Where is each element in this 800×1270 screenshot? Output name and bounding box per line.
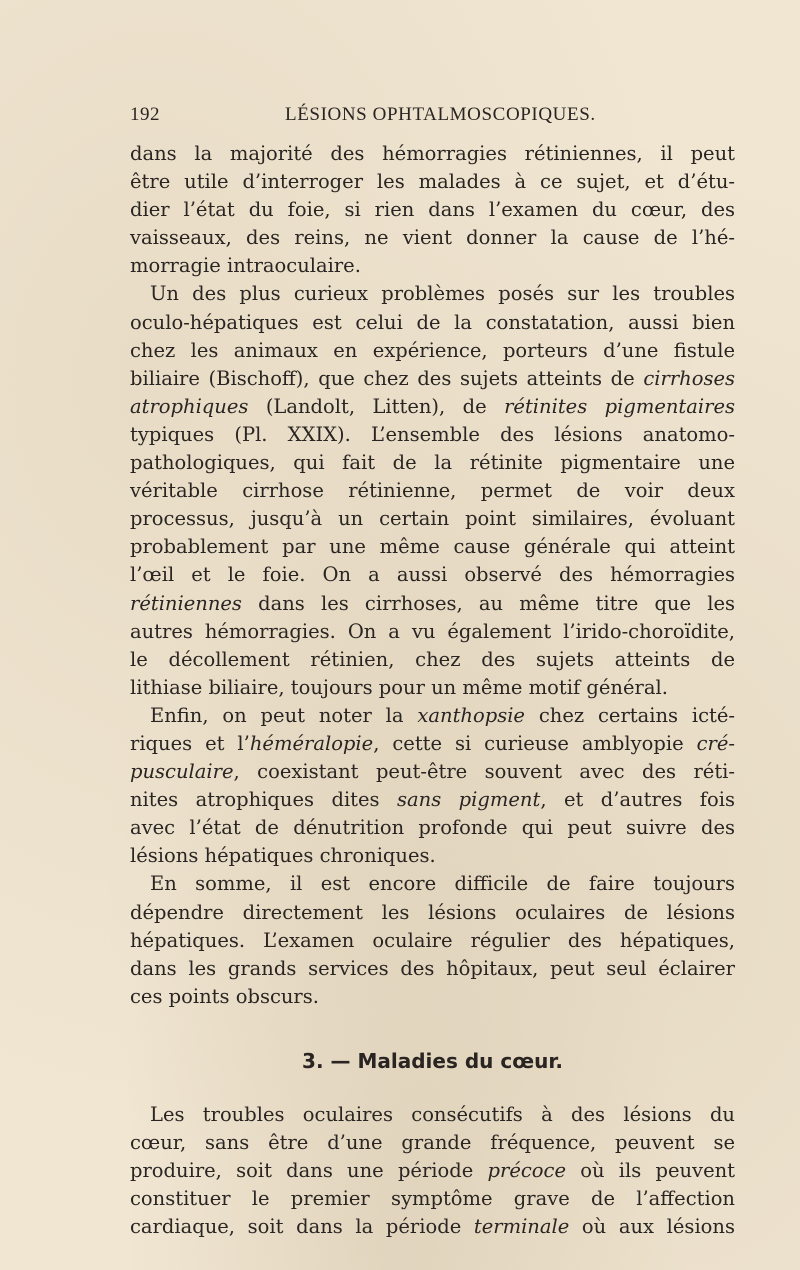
text-run: Enfin, on peut noter la xyxy=(150,703,404,727)
running-header xyxy=(130,96,735,126)
text-line: oculo-hépatiques est celui de la constatation, aussi bien xyxy=(130,310,735,334)
italic-term: atrophiques xyxy=(130,394,249,418)
text-line xyxy=(130,393,735,421)
text-run: chez certains icté- xyxy=(538,703,736,727)
text-run: nites atrophiques dites xyxy=(130,788,380,812)
text-run: cardiaque, soit dans la période xyxy=(130,1215,462,1239)
text-run: , coexistant peut-être souvent avec des réti- xyxy=(233,760,735,784)
text-line: avec l’état de dénutrition profonde qui peut suivre des xyxy=(130,816,735,840)
running-title: LÉSIONS OPHTALMOSCOPIQUES. xyxy=(285,104,596,125)
paragraph-3 xyxy=(130,702,735,871)
text-line: pathologiques, qui fait de la rétinite pigmentaire une xyxy=(130,451,735,475)
text-line: probablement par une même cause générale qui atteint xyxy=(130,535,735,559)
text-line: Les troubles oculaires consécutifs à des lésions du xyxy=(150,1102,735,1126)
italic-term: précoce xyxy=(487,1159,566,1183)
text-line: cœur, sans être d’une grande fréquence, peuvent se xyxy=(130,1131,735,1154)
italic-term: cirrhoses xyxy=(643,366,735,390)
text-line xyxy=(130,758,735,786)
text-line xyxy=(130,702,735,730)
text-run: biliaire (Bischoff), que chez des sujets atteints de xyxy=(130,366,635,390)
text-line: autres hémorragies. On a vu également l’irido-choroïdite, xyxy=(130,619,735,643)
italic-term: héméralopie xyxy=(249,731,374,755)
text-line: le décollement rétinien, chez des sujets atteints de xyxy=(130,647,735,671)
italic-term: cré- xyxy=(696,731,735,755)
italic-term: terminale xyxy=(473,1215,570,1239)
text-line: Un des plus curieux problèmes posés sur les troubles xyxy=(150,282,735,306)
italic-term: rétiniennes xyxy=(130,591,242,615)
text-line: dans la majorité des hémorragies rétiniennes, il peut xyxy=(130,142,735,165)
paragraph-5 xyxy=(130,1101,735,1241)
section-heading xyxy=(130,1041,735,1081)
text-line: lithiase biliaire, toujours pour un même motif général. xyxy=(130,675,668,699)
page-number: 192 xyxy=(130,104,160,125)
text-run: (Landolt, Litten), de xyxy=(265,394,487,418)
text-line: morragie intraoculaire. xyxy=(130,254,361,278)
text-line: processus, jusqu’à un certain point similaires, évoluant xyxy=(130,507,735,531)
text-line xyxy=(130,730,735,758)
text-line: constituer le premier symptôme grave de l’affection xyxy=(130,1187,735,1211)
text-line: l’œil et le foie. On a aussi observé des hémorragies xyxy=(130,563,735,587)
italic-term: sans pigment xyxy=(397,788,541,812)
text-run: produire, soit dans une période xyxy=(130,1159,474,1183)
text-line xyxy=(130,590,735,618)
text-run: , cette si curieuse amblyopie xyxy=(373,731,684,755)
text-line: dier l’état du foie, si rien dans l’examen du cœur, des xyxy=(130,198,735,222)
text-line: être utile d’interroger les malades à ce sujet, et d’étu- xyxy=(130,170,735,194)
text-line: hépatiques. L’examen oculaire régulier des hépatiques, xyxy=(130,928,735,952)
text-line: typiques (Pl. XXIX). L’ensemble des lésions anatomo- xyxy=(130,422,735,446)
text-line: dépendre directement les lésions oculaires de lésions xyxy=(130,900,735,924)
text-line xyxy=(130,365,735,393)
text-line xyxy=(130,1213,735,1241)
book-page xyxy=(130,96,735,1241)
text-line: En somme, il est encore difficile de faire toujours xyxy=(150,872,735,896)
text-line: lésions hépatiques chroniques. xyxy=(130,844,436,868)
text-line xyxy=(130,1157,735,1185)
italic-term: xanthopsie xyxy=(417,703,525,727)
paragraph-2 xyxy=(130,280,735,701)
italic-term: rétinites pigmentaires xyxy=(504,394,736,418)
italic-term: pusculaire xyxy=(130,760,234,784)
text-run: où ils peuvent xyxy=(580,1159,736,1183)
paragraph-1 xyxy=(130,140,735,280)
text-line: vaisseaux, des reins, ne vient donner la cause de l’hé- xyxy=(130,226,735,250)
text-run: où aux lésions xyxy=(581,1215,735,1239)
section-heading-text: 3. — Maladies du cœur. xyxy=(302,1048,563,1073)
text-run: , et d’autres fois xyxy=(540,788,735,812)
text-line: chez les animaux en expérience, porteurs d’une fistule xyxy=(130,338,735,362)
text-line: ces points obscurs. xyxy=(130,984,319,1008)
text-line: dans les grands services des hôpitaux, peut seul éclairer xyxy=(130,956,735,980)
text-line: véritable cirrhose rétinienne, permet de voir deux xyxy=(130,479,735,503)
text-line xyxy=(130,786,735,814)
text-run: riques et l’ xyxy=(130,731,250,755)
text-run: dans les cirrhoses, au même titre que les xyxy=(258,591,735,615)
paragraph-4 xyxy=(130,870,735,1010)
